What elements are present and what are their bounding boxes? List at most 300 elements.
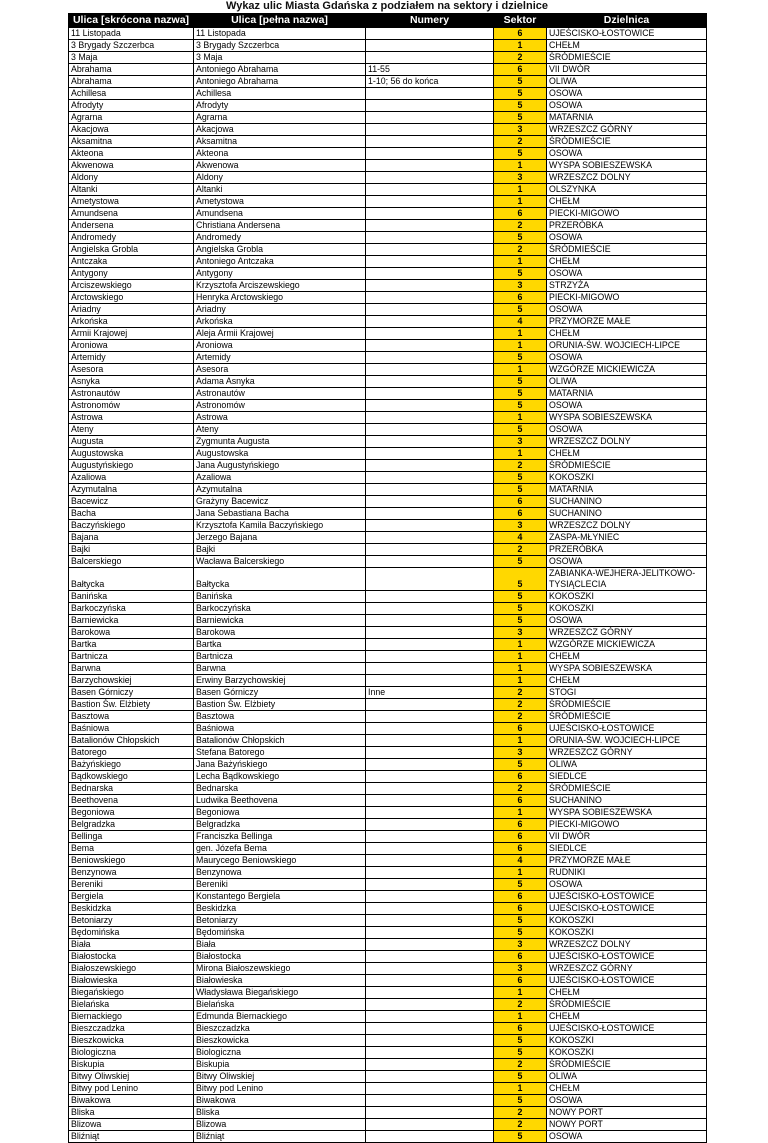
- cell-numbers: [366, 1131, 494, 1143]
- cell-full-name: Bieszczadzka: [194, 1023, 366, 1035]
- cell-full-name: Artemidy: [194, 352, 366, 364]
- cell-short-name: Baczyńskiego: [69, 520, 194, 532]
- cell-short-name: Bądkowskiego: [69, 771, 194, 783]
- cell-district: CHEŁM: [547, 987, 707, 999]
- cell-short-name: Bergiela: [69, 891, 194, 903]
- cell-sector: 2: [494, 1119, 547, 1131]
- cell-numbers: [366, 220, 494, 232]
- cell-sector: 6: [494, 1023, 547, 1035]
- table-row: [69, 328, 707, 340]
- cell-sector: 1: [494, 675, 547, 687]
- table-row: [69, 100, 707, 112]
- table-row: [69, 675, 707, 687]
- cell-full-name: Erwiny Barzychowskiej: [194, 675, 366, 687]
- cell-sector: 5: [494, 472, 547, 484]
- cell-short-name: Aksamitna: [69, 136, 194, 148]
- table-row: [69, 436, 707, 448]
- cell-sector: 6: [494, 208, 547, 220]
- table-row: [69, 160, 707, 172]
- cell-full-name: Aksamitna: [194, 136, 366, 148]
- table-row: [69, 867, 707, 879]
- table-row: [69, 1023, 707, 1035]
- cell-full-name: Henryka Arctowskiego: [194, 292, 366, 304]
- cell-numbers: 11-55: [366, 64, 494, 76]
- cell-district: ŚRÓDMIEŚCIE: [547, 999, 707, 1011]
- cell-numbers: [366, 711, 494, 723]
- cell-short-name: Aldony: [69, 172, 194, 184]
- cell-full-name: Bajki: [194, 544, 366, 556]
- cell-short-name: Betoniarzy: [69, 915, 194, 927]
- cell-sector: 1: [494, 412, 547, 424]
- cell-district: WRZESZCZ GÓRNY: [547, 124, 707, 136]
- cell-short-name: Bacha: [69, 508, 194, 520]
- cell-district: OSOWA: [547, 615, 707, 627]
- cell-numbers: [366, 747, 494, 759]
- table-row: [69, 316, 707, 328]
- cell-full-name: Benzynowa: [194, 867, 366, 879]
- cell-short-name: Bereniki: [69, 879, 194, 891]
- table-row: [69, 208, 707, 220]
- cell-sector: 2: [494, 783, 547, 795]
- cell-district: UJEŚCISKO-ŁOSTOWICE: [547, 903, 707, 915]
- cell-sector: 6: [494, 831, 547, 843]
- cell-district: OSOWA: [547, 148, 707, 160]
- cell-district: VII DWÓR: [547, 831, 707, 843]
- cell-full-name: Biskupia: [194, 1059, 366, 1071]
- cell-full-name: gen. Józefa Bema: [194, 843, 366, 855]
- cell-numbers: [366, 112, 494, 124]
- table-row: [69, 1071, 707, 1083]
- cell-numbers: [366, 891, 494, 903]
- cell-numbers: [366, 771, 494, 783]
- cell-full-name: Lecha Bądkowskiego: [194, 771, 366, 783]
- cell-full-name: Ludwika Beethovena: [194, 795, 366, 807]
- cell-full-name: Achillesa: [194, 88, 366, 100]
- cell-numbers: [366, 160, 494, 172]
- cell-numbers: [366, 831, 494, 843]
- table-row: [69, 544, 707, 556]
- cell-short-name: Basen Górniczy: [69, 687, 194, 699]
- header-row: [69, 14, 707, 28]
- cell-full-name: Bereniki: [194, 879, 366, 891]
- cell-short-name: Bliźniąt: [69, 1131, 194, 1143]
- table-row: [69, 687, 707, 699]
- cell-full-name: Azaliowa: [194, 472, 366, 484]
- table-row: [69, 1119, 707, 1131]
- cell-short-name: Angielska Grobla: [69, 244, 194, 256]
- cell-full-name: Aldony: [194, 172, 366, 184]
- cell-numbers: [366, 376, 494, 388]
- cell-short-name: Bajki: [69, 544, 194, 556]
- cell-short-name: Bednarska: [69, 783, 194, 795]
- cell-full-name: Baśniowa: [194, 723, 366, 735]
- cell-district: UJEŚCISKO-ŁOSTOWICE: [547, 28, 707, 40]
- cell-sector: 5: [494, 76, 547, 88]
- cell-short-name: Bajana: [69, 532, 194, 544]
- cell-sector: 3: [494, 939, 547, 951]
- cell-short-name: Akteona: [69, 148, 194, 160]
- cell-short-name: Benzynowa: [69, 867, 194, 879]
- cell-numbers: [366, 436, 494, 448]
- cell-numbers: [366, 759, 494, 771]
- cell-numbers: [366, 88, 494, 100]
- cell-full-name: Krzysztofa Kamila Baczyńskiego: [194, 520, 366, 532]
- cell-full-name: Wacława Balcerskiego: [194, 556, 366, 568]
- cell-full-name: Barokowa: [194, 627, 366, 639]
- table-row: [69, 807, 707, 819]
- cell-numbers: [366, 40, 494, 52]
- cell-sector: 3: [494, 747, 547, 759]
- cell-short-name: Barokowa: [69, 627, 194, 639]
- cell-district: OSOWA: [547, 268, 707, 280]
- cell-sector: 3: [494, 520, 547, 532]
- cell-district: PRZERÓBKA: [547, 220, 707, 232]
- cell-full-name: Antoniego Abrahama: [194, 64, 366, 76]
- table-row: [69, 172, 707, 184]
- cell-sector: 5: [494, 556, 547, 568]
- cell-short-name: Biała: [69, 939, 194, 951]
- cell-district: CHEŁM: [547, 40, 707, 52]
- table-row: [69, 987, 707, 999]
- cell-short-name: Abrahama: [69, 64, 194, 76]
- cell-full-name: Azymutalna: [194, 484, 366, 496]
- table-row: [69, 304, 707, 316]
- cell-district: ŚRÓDMIEŚCIE: [547, 52, 707, 64]
- table-row: [69, 448, 707, 460]
- cell-sector: 5: [494, 1095, 547, 1107]
- cell-full-name: Bitwy pod Lenino: [194, 1083, 366, 1095]
- cell-district: CHEŁM: [547, 675, 707, 687]
- cell-numbers: [366, 172, 494, 184]
- cell-sector: 3: [494, 436, 547, 448]
- cell-sector: 2: [494, 1059, 547, 1071]
- cell-district: STOGI: [547, 687, 707, 699]
- cell-numbers: [366, 1047, 494, 1059]
- cell-numbers: [366, 1071, 494, 1083]
- cell-sector: 5: [494, 88, 547, 100]
- cell-numbers: [366, 723, 494, 735]
- cell-sector: 5: [494, 591, 547, 603]
- cell-sector: 5: [494, 915, 547, 927]
- cell-district: KOKOSZKI: [547, 603, 707, 615]
- cell-short-name: Blizowa: [69, 1119, 194, 1131]
- cell-sector: 1: [494, 328, 547, 340]
- cell-district: ZASPA-MŁYNIEC: [547, 532, 707, 544]
- cell-short-name: Bartka: [69, 639, 194, 651]
- cell-full-name: Grażyny Bacewicz: [194, 496, 366, 508]
- cell-district: PRZERÓBKA: [547, 544, 707, 556]
- cell-short-name: Akacjowa: [69, 124, 194, 136]
- cell-sector: 6: [494, 891, 547, 903]
- cell-district: OSOWA: [547, 232, 707, 244]
- table-row: [69, 1035, 707, 1047]
- cell-district: PIECKI-MIGOWO: [547, 292, 707, 304]
- cell-numbers: [366, 639, 494, 651]
- cell-sector: 1: [494, 364, 547, 376]
- table-row: [69, 663, 707, 675]
- table-row: [69, 963, 707, 975]
- cell-short-name: Bażyńskiego: [69, 759, 194, 771]
- cell-district: SIEDLCE: [547, 843, 707, 855]
- cell-district: ŚRÓDMIEŚCIE: [547, 136, 707, 148]
- cell-full-name: Astronomów: [194, 400, 366, 412]
- cell-short-name: Amundsena: [69, 208, 194, 220]
- table-row: [69, 819, 707, 831]
- cell-full-name: Adama Asnyka: [194, 376, 366, 388]
- cell-district: OSOWA: [547, 304, 707, 316]
- cell-full-name: Bednarska: [194, 783, 366, 795]
- cell-numbers: [366, 663, 494, 675]
- cell-district: ŚRÓDMIEŚCIE: [547, 699, 707, 711]
- cell-full-name: 3 Brygady Szczerbca: [194, 40, 366, 52]
- cell-short-name: Bartnicza: [69, 651, 194, 663]
- streets-table: [68, 13, 707, 1143]
- sheet-title: Wykaz ulic Miasta Gdańska z podziałem na sektory i dzielnice: [226, 0, 548, 12]
- cell-numbers: [366, 603, 494, 615]
- cell-district: OSOWA: [547, 352, 707, 364]
- cell-sector: 6: [494, 819, 547, 831]
- table-row: [69, 591, 707, 603]
- cell-full-name: Blizowa: [194, 1119, 366, 1131]
- cell-numbers: [366, 280, 494, 292]
- cell-full-name: Bartka: [194, 639, 366, 651]
- cell-full-name: Banińska: [194, 591, 366, 603]
- cell-short-name: Azymutalna: [69, 484, 194, 496]
- cell-district: UJEŚCISKO-ŁOSTOWICE: [547, 951, 707, 963]
- header-full-name: Ulica [pełna nazwa]: [194, 14, 366, 28]
- cell-full-name: Afrodyty: [194, 100, 366, 112]
- cell-short-name: Andromedy: [69, 232, 194, 244]
- cell-sector: 1: [494, 735, 547, 747]
- cell-full-name: Akteona: [194, 148, 366, 160]
- table-row: [69, 28, 707, 40]
- cell-district: ŚRÓDMIEŚCIE: [547, 460, 707, 472]
- cell-short-name: Arkońska: [69, 316, 194, 328]
- cell-sector: 5: [494, 484, 547, 496]
- table-row: [69, 340, 707, 352]
- cell-full-name: Barwna: [194, 663, 366, 675]
- cell-short-name: Biegańskiego: [69, 987, 194, 999]
- cell-numbers: [366, 915, 494, 927]
- cell-sector: 5: [494, 603, 547, 615]
- cell-numbers: [366, 256, 494, 268]
- cell-district: CHEŁM: [547, 1011, 707, 1023]
- cell-numbers: [366, 460, 494, 472]
- cell-district: NOWY PORT: [547, 1107, 707, 1119]
- cell-district: CHEŁM: [547, 1083, 707, 1095]
- cell-short-name: 3 Brygady Szczerbca: [69, 40, 194, 52]
- cell-full-name: Krzysztofa Arciszewskiego: [194, 280, 366, 292]
- cell-short-name: Agrarna: [69, 112, 194, 124]
- cell-numbers: [366, 903, 494, 915]
- table-row: [69, 124, 707, 136]
- cell-full-name: Augustowska: [194, 448, 366, 460]
- cell-full-name: Arkońska: [194, 316, 366, 328]
- cell-short-name: Barkoczyńska: [69, 603, 194, 615]
- table-row: [69, 639, 707, 651]
- cell-short-name: Antygony: [69, 268, 194, 280]
- table-row: [69, 627, 707, 639]
- cell-sector: 6: [494, 843, 547, 855]
- cell-numbers: [366, 556, 494, 568]
- cell-district: SIEDLCE: [547, 771, 707, 783]
- cell-short-name: Bieszczadzka: [69, 1023, 194, 1035]
- cell-sector: 6: [494, 28, 547, 40]
- cell-numbers: Inne: [366, 687, 494, 699]
- cell-full-name: Akwenowa: [194, 160, 366, 172]
- cell-short-name: Begoniowa: [69, 807, 194, 819]
- cell-full-name: Jerzego Bajana: [194, 532, 366, 544]
- cell-sector: 5: [494, 100, 547, 112]
- cell-short-name: Andersena: [69, 220, 194, 232]
- cell-district: OSOWA: [547, 88, 707, 100]
- cell-numbers: [366, 100, 494, 112]
- cell-district: OSOWA: [547, 879, 707, 891]
- cell-sector: 5: [494, 268, 547, 280]
- cell-district: RUDNIKI: [547, 867, 707, 879]
- cell-district: CHEŁM: [547, 448, 707, 460]
- cell-sector: 1: [494, 340, 547, 352]
- cell-district: OLIWA: [547, 76, 707, 88]
- cell-full-name: Zygmunta Augusta: [194, 436, 366, 448]
- cell-numbers: [366, 699, 494, 711]
- cell-district: SUCHANINO: [547, 508, 707, 520]
- cell-short-name: Biskupia: [69, 1059, 194, 1071]
- cell-full-name: Bliska: [194, 1107, 366, 1119]
- cell-numbers: [366, 987, 494, 999]
- cell-full-name: Jana Augustyńskiego: [194, 460, 366, 472]
- cell-numbers: [366, 124, 494, 136]
- header-district: Dzielnica: [547, 14, 707, 28]
- cell-short-name: Biernackiego: [69, 1011, 194, 1023]
- cell-district: KOKOSZKI: [547, 927, 707, 939]
- table-row: [69, 603, 707, 615]
- cell-sector: 2: [494, 544, 547, 556]
- cell-sector: 1: [494, 807, 547, 819]
- cell-numbers: [366, 1011, 494, 1023]
- cell-sector: 6: [494, 508, 547, 520]
- cell-short-name: Augusta: [69, 436, 194, 448]
- cell-district: CHEŁM: [547, 256, 707, 268]
- table-row: [69, 52, 707, 64]
- cell-sector: 5: [494, 400, 547, 412]
- cell-numbers: [366, 340, 494, 352]
- cell-sector: 5: [494, 927, 547, 939]
- cell-district: WRZESZCZ GÓRNY: [547, 627, 707, 639]
- cell-short-name: Beniowskiego: [69, 855, 194, 867]
- cell-short-name: Barzychowskiej: [69, 675, 194, 687]
- cell-full-name: Aleja Armii Krajowej: [194, 328, 366, 340]
- cell-numbers: [366, 615, 494, 627]
- cell-numbers: [366, 544, 494, 556]
- cell-district: WRZESZCZ DOLNY: [547, 520, 707, 532]
- table-row: [69, 1083, 707, 1095]
- cell-sector: 2: [494, 460, 547, 472]
- cell-district: ORUNIA-ŚW. WOJCIECH-LIPCE: [547, 735, 707, 747]
- cell-district: OLIWA: [547, 1071, 707, 1083]
- cell-full-name: Barkoczyńska: [194, 603, 366, 615]
- cell-short-name: Artemidy: [69, 352, 194, 364]
- cell-sector: 6: [494, 795, 547, 807]
- cell-sector: 6: [494, 903, 547, 915]
- cell-short-name: Ateny: [69, 424, 194, 436]
- cell-district: OLIWA: [547, 759, 707, 771]
- cell-short-name: Astronomów: [69, 400, 194, 412]
- cell-sector: 1: [494, 987, 547, 999]
- cell-district: SUCHANINO: [547, 496, 707, 508]
- table-row: [69, 40, 707, 52]
- cell-short-name: Asnyka: [69, 376, 194, 388]
- cell-short-name: Akwenowa: [69, 160, 194, 172]
- table-row: [69, 759, 707, 771]
- cell-numbers: [366, 208, 494, 220]
- cell-numbers: [366, 591, 494, 603]
- cell-sector: 2: [494, 999, 547, 1011]
- cell-numbers: [366, 1023, 494, 1035]
- cell-sector: 3: [494, 280, 547, 292]
- cell-district: MATARNIA: [547, 484, 707, 496]
- cell-district: OSOWA: [547, 400, 707, 412]
- cell-sector: 6: [494, 292, 547, 304]
- cell-sector: 5: [494, 615, 547, 627]
- cell-district: PRZYMORZE MAŁE: [547, 855, 707, 867]
- cell-numbers: [366, 328, 494, 340]
- cell-numbers: [366, 424, 494, 436]
- table-row: [69, 232, 707, 244]
- table-row: [69, 412, 707, 424]
- cell-sector: 5: [494, 1131, 547, 1143]
- cell-numbers: [366, 879, 494, 891]
- cell-district: WRZESZCZ DOLNY: [547, 172, 707, 184]
- cell-short-name: Antczaka: [69, 256, 194, 268]
- cell-sector: 1: [494, 40, 547, 52]
- table-row: [69, 855, 707, 867]
- table-row: [69, 556, 707, 568]
- cell-short-name: Ametystowa: [69, 196, 194, 208]
- cell-numbers: [366, 52, 494, 64]
- cell-full-name: Ametystowa: [194, 196, 366, 208]
- cell-numbers: [366, 400, 494, 412]
- table-body: [69, 28, 707, 1143]
- cell-short-name: Barwna: [69, 663, 194, 675]
- cell-sector: 5: [494, 568, 547, 591]
- cell-full-name: Bliźniąt: [194, 1131, 366, 1143]
- cell-full-name: Angielska Grobla: [194, 244, 366, 256]
- cell-full-name: Bastion Św. Elżbiety: [194, 699, 366, 711]
- table-row: [69, 568, 707, 591]
- cell-short-name: Bielańska: [69, 999, 194, 1011]
- cell-sector: 5: [494, 424, 547, 436]
- cell-short-name: Banińska: [69, 591, 194, 603]
- cell-numbers: [366, 412, 494, 424]
- table-row: [69, 508, 707, 520]
- cell-sector: 5: [494, 1035, 547, 1047]
- cell-district: PRZYMORZE MAŁE: [547, 316, 707, 328]
- cell-numbers: [366, 28, 494, 40]
- table-row: [69, 735, 707, 747]
- cell-sector: 5: [494, 232, 547, 244]
- cell-sector: 6: [494, 951, 547, 963]
- table-row: [69, 352, 707, 364]
- table-row: [69, 891, 707, 903]
- cell-short-name: Biologiczna: [69, 1047, 194, 1059]
- cell-numbers: [366, 268, 494, 280]
- table-row: [69, 879, 707, 891]
- cell-sector: 4: [494, 316, 547, 328]
- table-row: [69, 915, 707, 927]
- cell-full-name: Bartnicza: [194, 651, 366, 663]
- cell-sector: 5: [494, 352, 547, 364]
